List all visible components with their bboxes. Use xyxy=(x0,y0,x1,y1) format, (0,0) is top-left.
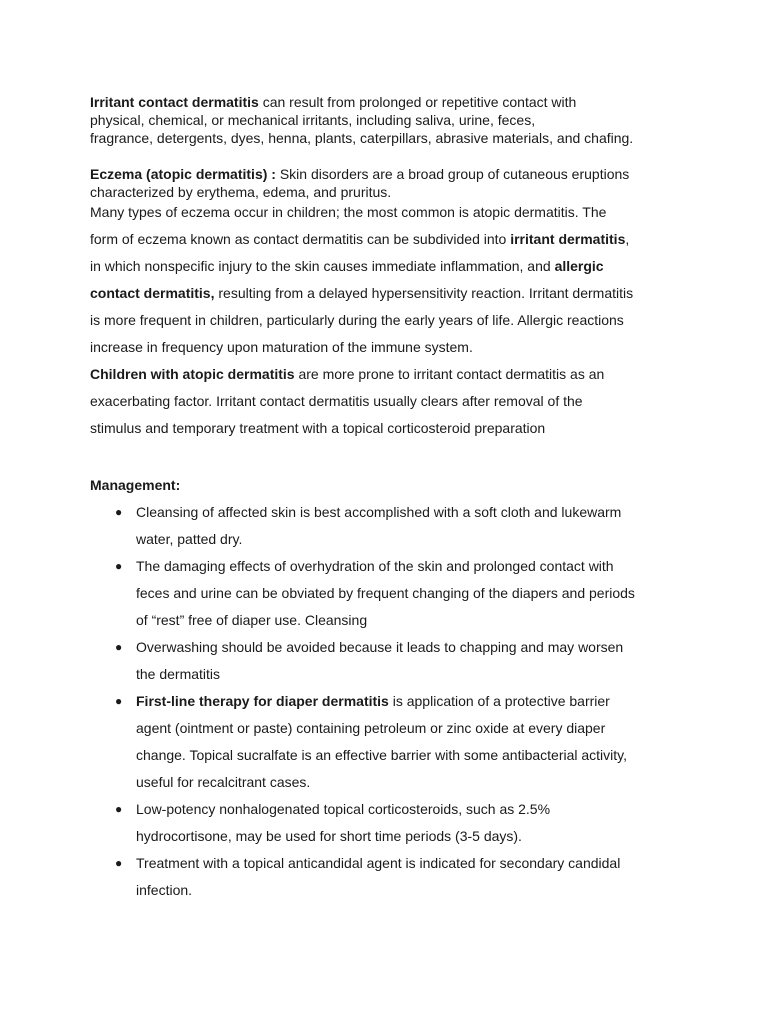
text-line: water, patted dry. xyxy=(136,531,243,547)
text-line: Low-potency nonhalogenated topical corticosteroids, such as 2.5% xyxy=(136,801,551,817)
text-line: characterized by erythema, edema, and pruritus. xyxy=(90,184,392,200)
text-line: infection. xyxy=(136,882,193,898)
text-line: fragrance, detergents, dyes, henna, plants, caterpillars, abrasive materials, and chafing. xyxy=(90,130,634,146)
text-line: hydrocortisone, may be used for short time periods (3-5 days). xyxy=(136,828,522,844)
text-line: useful for recalcitrant cases. xyxy=(136,774,311,790)
text-line: The damaging effects of overhydration of the skin and prolonged contact with xyxy=(136,558,614,574)
text-line: Skin disorders are a broad group of cutaneous eruptions xyxy=(279,166,630,182)
text-line: form of eczema known as contact dermatitis can be subdivided into xyxy=(90,231,511,247)
text-line: agent (ointment or paste) containing petroleum or zinc oxide at every diaper xyxy=(136,720,606,736)
text-line: increase in frequency upon maturation of the immune system. xyxy=(90,339,473,355)
document-page xyxy=(90,93,690,904)
term-eczema: Eczema (atopic dermatitis) : xyxy=(90,166,276,182)
management-heading: Management: xyxy=(90,477,181,493)
bullet-icon: ● xyxy=(115,802,123,816)
list-item xyxy=(90,796,690,850)
list-item xyxy=(90,688,690,796)
list-item xyxy=(90,553,690,634)
text-line: stimulus and temporary treatment with a topical corticosteroid preparation xyxy=(90,420,546,436)
text-line: is application of a protective barrier xyxy=(388,693,610,709)
bullet-icon: ● xyxy=(115,856,123,870)
text-line: , xyxy=(625,231,630,247)
text-line: Cleansing of affected skin is best accomplished with a soft cloth and lukewarm xyxy=(136,504,622,520)
text-line: resulting from a delayed hypersensitivity reaction. Irritant dermatitis xyxy=(214,285,634,301)
list-item xyxy=(90,499,690,553)
text-line: Treatment with a topical anticandidal agent is indicated for secondary candidal xyxy=(136,855,621,871)
text-line: of “rest” free of diaper use. Cleansing xyxy=(136,612,368,628)
text-line: physical, chemical, or mechanical irritants, including saliva, urine, feces, xyxy=(90,112,536,128)
text-line: in which nonspecific injury to the skin causes immediate inflammation, and xyxy=(90,258,555,274)
list-item xyxy=(90,850,690,904)
text-line: are more prone to irritant contact dermatitis as an xyxy=(294,366,605,382)
bullet-icon: ● xyxy=(115,694,123,708)
text-line: exacerbating factor. Irritant contact dermatitis usually clears after removal of the xyxy=(90,393,583,409)
list-item xyxy=(90,634,690,688)
term-allergic: allergic xyxy=(554,258,604,274)
term-irritant-dermatitis: irritant dermatitis xyxy=(510,231,626,247)
bullet-icon: ● xyxy=(115,505,123,519)
text-line: Overwashing should be avoided because it leads to chapping and may worsen xyxy=(136,639,624,655)
term-contact-dermatitis: contact dermatitis, xyxy=(90,285,215,301)
management-list xyxy=(90,499,690,904)
text-line: is more frequent in children, particularly during the early years of life. Allergic reactions xyxy=(90,312,624,328)
text-line: Many types of eczema occur in children; the most common is atopic dermatitis. The xyxy=(90,204,607,220)
text-line: change. Topical sucralfate is an effective barrier with some antibacterial activity, xyxy=(136,747,628,763)
paragraph-eczema xyxy=(90,165,690,201)
text-line: can result from prolonged or repetitive contact with xyxy=(262,94,577,110)
bullet-icon: ● xyxy=(115,640,123,654)
paragraph-eczema-types xyxy=(90,199,690,361)
paragraph-children-atopic xyxy=(90,361,690,442)
text-line: feces and urine can be obviated by frequent changing of the diapers and periods xyxy=(136,585,635,601)
text-line: the dermatitis xyxy=(136,666,221,682)
term-first-line-therapy: First-line therapy for diaper dermatitis xyxy=(136,693,389,709)
paragraph-irritant-contact-dermatitis xyxy=(90,93,690,147)
bullet-icon: ● xyxy=(115,559,123,573)
term-irritant-contact-dermatitis: Irritant contact dermatitis xyxy=(90,94,259,110)
term-children-atopic-dermatitis: Children with atopic dermatitis xyxy=(90,366,295,382)
